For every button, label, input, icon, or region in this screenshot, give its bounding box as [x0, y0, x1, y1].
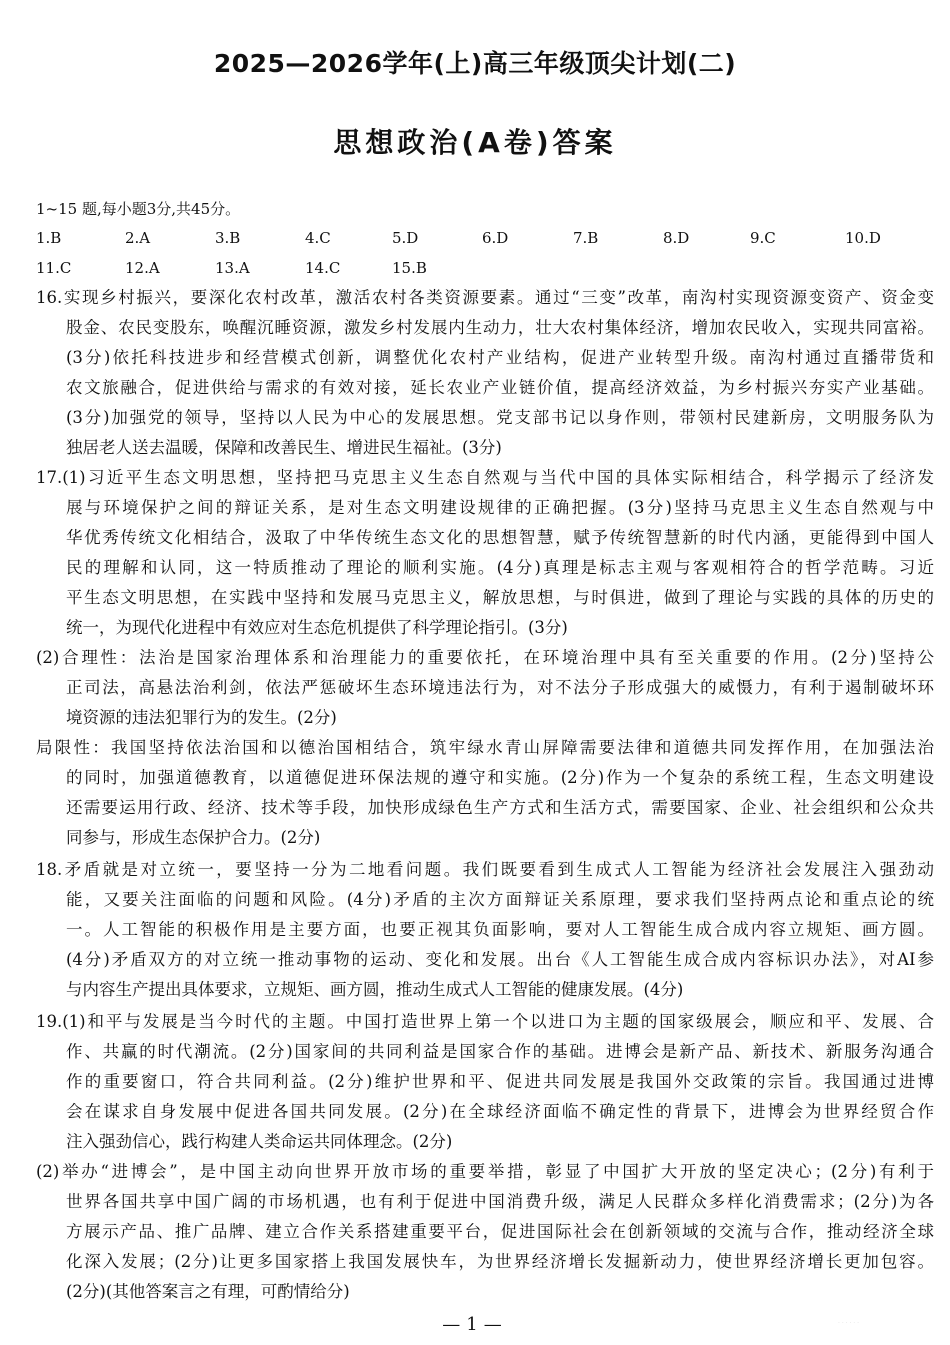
paragraph-line: 一。人工智能的积极作用是主要方面，也要正视其负面影响，要对人工智能生成合成内容立规矩、画方圆。: [66, 920, 934, 939]
paragraph-line: (3分)加强党的领导，坚持以人民为中心的发展思想。党支部书记以身作则，带领村民建新房，文明服务队为: [66, 408, 934, 427]
choice-answer: 1.B: [36, 229, 62, 247]
choice-answer: 14.C: [305, 259, 341, 277]
paragraph-line: 作的重要窗口，符合共同利益。(2分)维护世界和平、促进共同发展是我国外交政策的宗旨。我国通过进博: [66, 1072, 934, 1091]
paragraph-line: 独居老人送去温暖，保障和改善民生、增进民生福祉。(3分): [66, 438, 502, 457]
choice-answer: 8.D: [663, 229, 690, 247]
paragraph-line: 注入强劲信心，践行构建人类命运共同体理念。(2分): [66, 1132, 453, 1151]
choice-answer: 7.B: [573, 229, 599, 247]
paragraph-line: 股金、农民变股东，唤醒沉睡资源，激发乡村发展内生动力，壮大农村集体经济，增加农民收入，实现共同富裕。: [66, 318, 934, 337]
paragraph-line: 的同时，加强道德教育，以道德促进环保法规的遵守和实施。(2分)作为一个复杂的系统工程，生态文明建设: [66, 768, 934, 787]
paragraph-line: 16.实现乡村振兴，要深化农村改革，激活农村各类资源要素。通过“三变”改革，南沟村实现资源变资产、资金变: [36, 288, 934, 307]
answer-paragraph: [36, 1007, 934, 1157]
paragraph-line: (3分)依托科技进步和经营模式创新，调整优化农村产业结构，促进产业转型升级。南沟村通过直播带货和: [66, 348, 934, 367]
choice-answer: 3.B: [215, 229, 241, 247]
choice-answer: 2.A: [125, 229, 151, 247]
choice-answer: 12.A: [125, 259, 160, 277]
answer-paragraph: [36, 855, 934, 1005]
paragraph-line: 平生态文明思想，在实践中坚持和发展马克思主义，解放思想，与时俱进，做到了理论与实践的具体的历史的: [66, 588, 934, 607]
answer-paragraph: [36, 1157, 934, 1307]
paragraph-line: 作、共赢的时代潮流。(2分)国家间的共同利益是国家合作的基础。进博会是新产品、新技术、新服务沟通合: [66, 1042, 934, 1061]
answer-paragraph: [36, 283, 934, 463]
paragraph-line: 19.(1)和平与发展是当今时代的主题。中国打造世界上第一个以进口为主题的国家级展会，顺应和平、发展、合: [36, 1012, 934, 1031]
choice-answer: 4.C: [305, 229, 331, 247]
paragraph-line: 同参与，形成生态保护合力。(2分): [66, 828, 321, 847]
answer-paragraph: [36, 733, 934, 853]
choice-answer: 13.A: [215, 259, 250, 277]
page-number: —1—: [442, 1314, 508, 1335]
answer-paragraph: [36, 643, 934, 733]
paragraph-line: 化深入发展；(2分)让更多国家搭上我国发展快车，为世界经济增长发掘新动力，使世界经济增长更加包容。: [66, 1252, 934, 1271]
paragraph-line: 展与环境保护之间的辩证关系，是对生态文明建设规律的正确把握。(3分)坚持马克思主义生态自然观与中: [66, 498, 934, 517]
choice-answer: 5.D: [392, 229, 419, 247]
paragraph-line: 农文旅融合，促进供给与需求的有效对接，延长农业产业链价值，提高经济效益，为乡村振兴夯实产业基础。: [66, 378, 934, 397]
paragraph-line: 能，又要关注面临的问题和风险。(4分)矛盾的主次方面辩证关系原理，要求我们坚持两点论和重点论的统: [66, 890, 934, 909]
choice-answers-row-2: [36, 253, 934, 283]
document-subtitle: 思想政治(A卷)答案: [333, 126, 617, 159]
choice-answer: 9.C: [750, 229, 776, 247]
paragraph-line: (2)举办“进博会”，是中国主动向世界开放市场的重要举措，彰显了中国扩大开放的坚定决心；(2分)有利于: [36, 1162, 934, 1181]
paragraph-line: 民的理解和认同，这一特质推动了理论的顺利实施。(4分)真理是标志主观与客观相符合的哲学范畴。习近: [66, 558, 934, 577]
paragraph-line: 17.(1)习近平生态文明思想，坚持把马克思主义生态自然观与当代中国的具体实际相结合，科学揭示了经济发: [36, 468, 934, 487]
paragraph-line: 统一，为现代化进程中有效应对生态危机提供了科学理论指引。(3分): [66, 618, 568, 637]
answer-paragraph: [36, 463, 934, 643]
choice-intro: 1~15 题,每小题3分,共45分。: [36, 200, 241, 218]
paragraph-line: 18.矛盾就是对立统一，要坚持一分为二地看问题。我们既要看到生成式人工智能为经济社会发展注入强劲动: [36, 860, 934, 879]
answer-body: [36, 195, 934, 1307]
choice-answer: 15.B: [392, 259, 427, 277]
paragraph-line: 还需要运用行政、经济、技术等手段，加快形成绿色生产方式和生活方式，需要国家、企业、社会组织和公众共: [66, 798, 934, 817]
watermark: · · · · · ·: [838, 1320, 859, 1327]
paragraph-line: (2)合理性：法治是国家治理体系和治理能力的重要依托，在环境治理中具有至关重要的作用。(2分)坚持公: [36, 648, 934, 667]
paragraph-line: 会在谋求自身发展中促进各国共同发展。(2分)在全球经济面临不确定性的背景下，进博会为世界经贸合作: [66, 1102, 934, 1121]
paragraph-line: 局限性：我国坚持依法治国和以德治国相结合，筑牢绿水青山屏障需要法律和道德共同发挥作用，在加强法治: [36, 738, 934, 757]
paragraph-line: (2分)(其他答案言之有理，可酌情给分): [66, 1282, 350, 1301]
paragraph-line: 方展示产品、推广品牌、建立合作关系搭建重要平台，促进国际社会在创新领域的交流与合作，推动经济全球: [66, 1222, 934, 1241]
choice-answer: 10.D: [845, 229, 881, 247]
choice-answers-row-1: [36, 223, 934, 253]
paragraph-line: 华优秀传统文化相结合，汲取了中华传统生态文化的思想智慧，赋予传统智慧新的时代内涵，更能得到中国人: [66, 528, 934, 547]
choice-answer: 11.C: [36, 259, 72, 277]
document-title: 2025—2026学年(上)高三年级顶尖计划(二): [213, 49, 737, 78]
paragraph-line: 与内容生产提出具体要求，立规矩、画方圆，推动生成式人工智能的健康发展。(4分): [66, 980, 684, 999]
choice-answer: 6.D: [482, 229, 509, 247]
paragraph-line: 正司法，高悬法治利剑，依法严惩破坏生态环境违法行为，对不法分子形成强大的威慑力，有利于遏制破坏环: [66, 678, 934, 697]
paragraph-line: (4分)矛盾双方的对立统一推动事物的运动、变化和发展。出台《人工智能生成合成内容标识办法》，对AI参: [66, 950, 934, 969]
paragraph-line: 境资源的违法犯罪行为的发生。(2分): [66, 708, 337, 727]
paragraph-line: 世界各国共享中国广阔的市场机遇，也有利于促进中国消费升级，满足人民群众多样化消费需求；(2分)为各: [66, 1192, 934, 1211]
answer-paragraphs: [36, 283, 934, 1307]
